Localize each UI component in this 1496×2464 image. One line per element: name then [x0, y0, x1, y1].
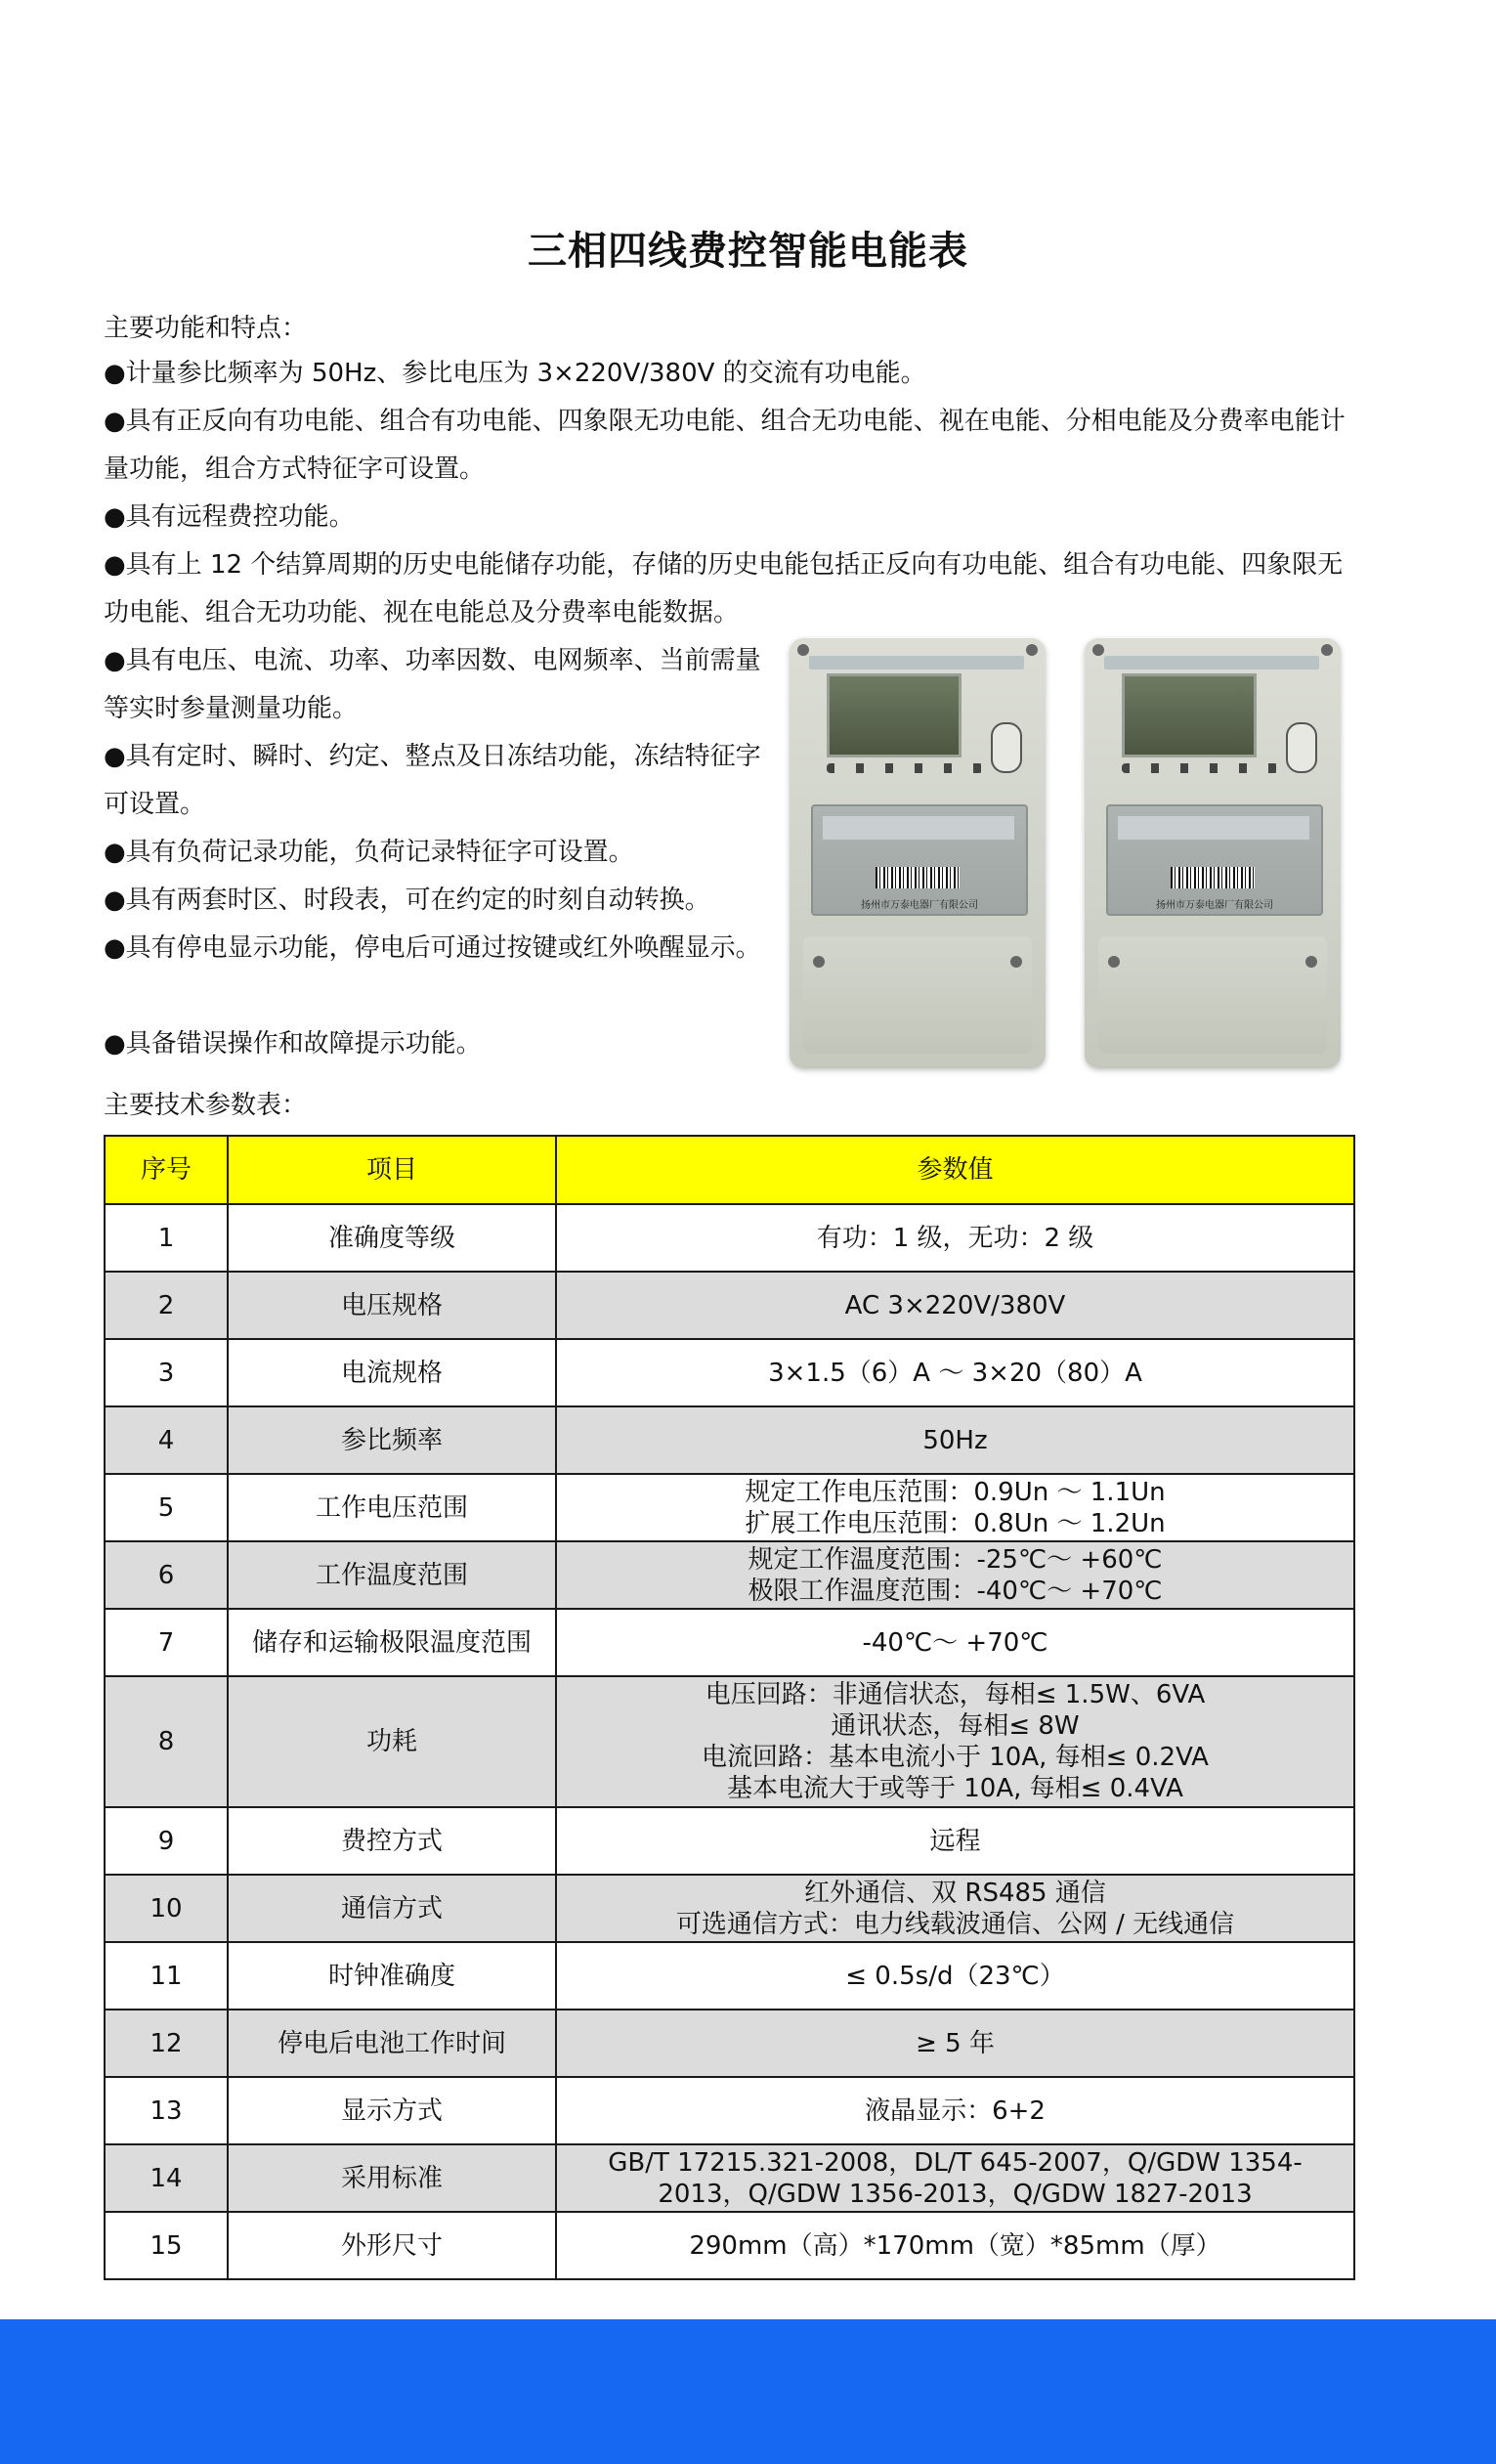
cell-no: 4: [105, 1406, 228, 1474]
cell-value: [556, 1204, 1354, 1272]
features-heading: 主要功能和特点：: [104, 314, 308, 343]
value-line: ≤ 0.5s/d（23℃）: [845, 1961, 1065, 1991]
cell-no: 8: [105, 1676, 228, 1807]
table-row: [105, 1272, 1354, 1339]
feature-item: ●具有两套时区、时段表，可在约定的时刻自动转换。: [104, 886, 710, 915]
cell-no: 2: [105, 1272, 228, 1339]
cell-item: 工作温度范围: [228, 1541, 556, 1609]
table-row: [105, 1474, 1354, 1541]
meter-terminal-cover: [1106, 804, 1323, 916]
feature-item: ●具有远程费控功能。: [104, 502, 355, 532]
params-table: [104, 1135, 1355, 2280]
footer-bar: [0, 2319, 1496, 2464]
table-row: [105, 1676, 1354, 1807]
value-line: 液晶显示：6+2: [865, 2096, 1046, 2126]
cell-value: [556, 1676, 1354, 1807]
value-line: 极限工作温度范围：-40℃～ +70℃: [748, 1576, 1163, 1606]
table-row: [105, 1339, 1354, 1406]
cell-value: [556, 2212, 1354, 2279]
cell-item: 电流规格: [228, 1339, 556, 1406]
meter-product-photo: [790, 638, 1346, 1068]
value-line: 可选通信方式：电力线载波通信、公网 / 无线通信: [675, 1909, 1235, 1939]
header-no: 序号: [105, 1136, 228, 1204]
value-line: 3×1.5（6）A ～ 3×20（80）A: [768, 1358, 1142, 1388]
value-line: 扩展工作电压范围：0.8Un ～ 1.2Un: [745, 1508, 1166, 1538]
cell-value: [556, 2077, 1354, 2144]
meter-button: [1286, 722, 1317, 773]
cell-item: 电压规格: [228, 1272, 556, 1339]
cell-value: [556, 1541, 1354, 1609]
header-item: 项目: [228, 1136, 556, 1204]
cell-no: 3: [105, 1339, 228, 1406]
params-heading: 主要技术参数表：: [104, 1091, 308, 1120]
value-line: GB/T 17215.321-2008，DL/T 645-2007，Q/GDW 1354-: [608, 2147, 1303, 2178]
table-row: [105, 2077, 1354, 2144]
cell-no: 14: [105, 2144, 228, 2212]
value-line: 有功：1 级，无功：2 级: [816, 1223, 1094, 1253]
value-line: 2013，Q/GDW 1356-2013，Q/GDW 1827-2013: [658, 2179, 1253, 2209]
meter-company-label: 扬州市万泰电器厂有限公司: [861, 900, 978, 911]
feature-item: ●具有上 12 个结算周期的历史电能储存功能，存储的历史电能包括正反向有功电能、组合有功电能、四象限无功电能、组合无功功能、视在电能总及分费率电能数据。: [104, 550, 1344, 627]
barcode-icon: [1171, 867, 1255, 888]
cell-item: 功耗: [228, 1676, 556, 1807]
feature-item: ●具有定时、瞬时、约定、整点及日冻结功能，冻结特征字可设置。: [104, 742, 761, 819]
value-line: 基本电流大于或等于 10A, 每相≤ 0.4VA: [727, 1774, 1183, 1803]
table-row: [105, 2144, 1354, 2212]
value-line: 远程: [929, 1826, 981, 1856]
cell-value: [556, 1339, 1354, 1406]
cell-item: 费控方式: [228, 1807, 556, 1875]
barcode-icon: [876, 867, 960, 888]
cell-value: [556, 1272, 1354, 1339]
cell-item: 准确度等级: [228, 1204, 556, 1272]
table-row: [105, 2212, 1354, 2279]
value-line: 通讯状态，每相≤ 8W: [831, 1711, 1080, 1741]
cell-no: 10: [105, 1875, 228, 1942]
cell-no: 12: [105, 2010, 228, 2077]
value-line: -40℃～ +70℃: [862, 1627, 1048, 1658]
cell-no: 7: [105, 1609, 228, 1676]
cell-no: 9: [105, 1807, 228, 1875]
value-line: 电压回路：非通信状态，每相≤ 1.5W、6VA: [705, 1680, 1206, 1709]
cell-item: 储存和运输极限温度范围: [228, 1609, 556, 1676]
meter-front-view: [1085, 638, 1341, 1068]
cell-no: 6: [105, 1541, 228, 1609]
table-row: [105, 1875, 1354, 1942]
cell-item: 停电后电池工作时间: [228, 2010, 556, 2077]
cell-no: 13: [105, 2077, 228, 2144]
meter-lcd: [1122, 673, 1257, 757]
table-row: [105, 1541, 1354, 1609]
table-row: [105, 2010, 1354, 2077]
value-line: 规定工作电压范围：0.9Un ～ 1.1Un: [745, 1477, 1166, 1507]
cell-no: 5: [105, 1474, 228, 1541]
table-row: [105, 1204, 1354, 1272]
cell-value: [556, 2010, 1354, 2077]
cell-no: 1: [105, 1204, 228, 1272]
cell-no: 15: [105, 2212, 228, 2279]
table-row: [105, 1942, 1354, 2010]
cell-item: 参比频率: [228, 1406, 556, 1474]
value-line: 规定工作温度范围：-25℃～ +60℃: [748, 1544, 1163, 1575]
feature-item: ●具备错误操作和故障提示功能。: [104, 1029, 482, 1059]
cell-no: 11: [105, 1942, 228, 2010]
value-line: ≥ 5 年: [916, 2028, 995, 2058]
cell-value: [556, 1474, 1354, 1541]
cell-value: [556, 1875, 1354, 1942]
value-line: AC 3×220V/380V: [844, 1290, 1066, 1320]
cell-item: 采用标准: [228, 2144, 556, 2212]
header-value: 参数值: [556, 1136, 1354, 1204]
table-row: [105, 1406, 1354, 1474]
value-line: 290mm（高）*170mm（宽）*85mm（厚）: [689, 2230, 1221, 2261]
feature-item: ●具有停电显示功能，停电后可通过按键或红外唤醒显示。: [104, 933, 761, 963]
value-line: 电流回路：基本电流小于 10A, 每相≤ 0.2VA: [702, 1743, 1209, 1772]
cell-value: [556, 2144, 1354, 2212]
cell-value: [556, 1807, 1354, 1875]
table-row: [105, 1609, 1354, 1676]
cell-item: 工作电压范围: [228, 1474, 556, 1541]
cell-value: [556, 1942, 1354, 2010]
cell-item: 外形尺寸: [228, 2212, 556, 2279]
table-row: [105, 1807, 1354, 1875]
cell-item: 显示方式: [228, 2077, 556, 2144]
meter-front-view: [790, 638, 1046, 1068]
feature-item: ●具有负荷记录功能，负荷记录特征字可设置。: [104, 838, 634, 867]
table-header-row: [105, 1136, 1354, 1204]
feature-item: ●具有电压、电流、功率、功率因数、电网频率、当前需量等实时参量测量功能。: [104, 646, 761, 723]
meter-company-label: 扬州市万泰电器厂有限公司: [1156, 900, 1273, 911]
value-line: 红外通信、双 RS485 通信: [804, 1878, 1106, 1908]
meter-button: [991, 722, 1022, 773]
page-title: 三相四线费控智能电能表: [528, 229, 968, 274]
feature-item: ●计量参比频率为 50Hz、参比电压为 3×220V/380V 的交流有功电能。: [104, 359, 926, 388]
value-line: 50Hz: [922, 1425, 988, 1455]
cell-value: [556, 1406, 1354, 1474]
cell-item: 通信方式: [228, 1875, 556, 1942]
meter-terminal-cover: [811, 804, 1028, 916]
cell-item: 时钟准确度: [228, 1942, 556, 2010]
feature-item: ●具有正反向有功电能、组合有功电能、四象限无功电能、组合无功电能、视在电能、分相电能及分费率电能计量功能，组合方式特征字可设置。: [104, 407, 1346, 484]
cell-value: [556, 1609, 1354, 1676]
meter-lcd: [827, 673, 962, 757]
